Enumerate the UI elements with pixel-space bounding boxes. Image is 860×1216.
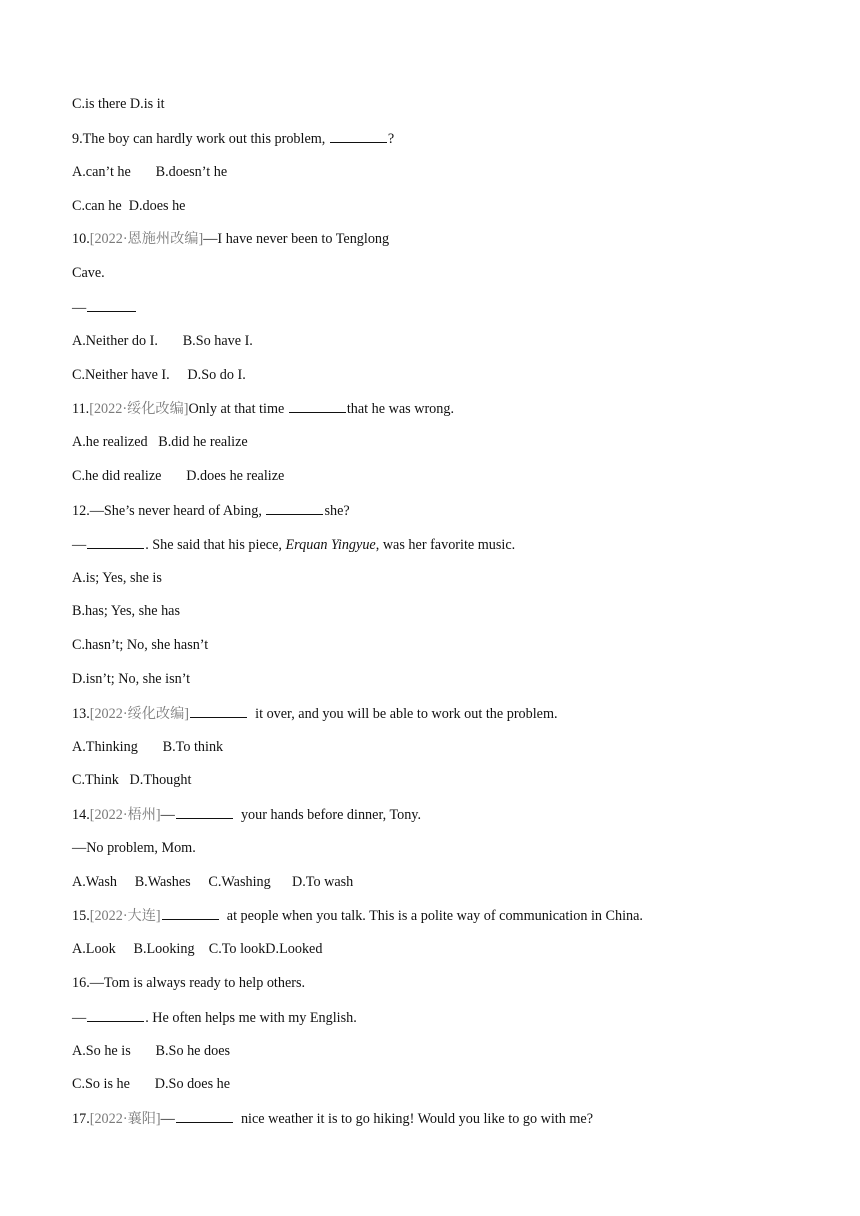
option-line [72,569,162,587]
answer-blank [289,399,346,413]
dialogue-dash: — [72,300,87,316]
question-12 [72,501,350,520]
answer-blank [87,535,144,549]
answer-blank [162,906,219,920]
option-line [72,670,190,688]
question-source: [2022·梧州] [89,807,161,823]
question-source: [2022·襄阳] [89,1111,161,1127]
option-line [72,467,284,485]
option-line [72,873,353,891]
dialogue-dash: — [160,1111,175,1127]
options-text: C.he did realize D.does he realize [72,468,285,484]
question-source: [2022·恩施州改编] [89,231,204,247]
option-line [72,163,227,181]
question-text: it over, and you will be able to work out the problem. [248,706,558,722]
question-text: —I have never been to Tenglong [203,231,390,247]
question-text: Cave. [72,265,105,281]
option-line [72,366,246,384]
answer-blank [176,1109,233,1123]
question-10 [72,230,389,248]
question-16 [72,974,305,992]
options-text: A.he realized B.did he realize [72,434,248,450]
answer-blank [176,805,233,819]
question-15 [72,906,643,925]
answer-line [72,1008,357,1027]
question-text: your hands before dinner, Tony. [233,807,422,823]
question-source: [2022·大连] [89,908,161,924]
options-text: D.isn’t; No, she isn’t [72,671,191,687]
dialogue-text: . She said that his piece, [145,537,286,553]
question-number: 14. [72,807,90,823]
option-line [72,197,185,215]
option-line [72,332,253,350]
dialogue-text-end: , was her favorite music. [375,537,516,553]
options-text: A.Look B.Looking C.To lookD.Looked [72,941,323,957]
dialogue-dash: — [72,1010,87,1026]
answer-line [72,535,515,554]
option-line [72,95,165,113]
option-line [72,1075,230,1093]
question-source: [2022·绥化改编] [89,706,190,722]
question-text: nice weather it is to go hiking! Would you like to go with me? [233,1111,593,1127]
answer-blank [87,298,136,312]
question-number: 13. [72,706,90,722]
option-line [72,433,248,451]
question-14 [72,805,421,824]
question-number: 11. [72,401,90,417]
option-line [72,602,180,620]
answer-line [72,298,137,317]
question-number: 15. [72,908,90,924]
options-text: A.So he is B.So he does [72,1043,231,1059]
options-text: A.can’t he B.doesn’t he [72,164,228,180]
question-text: 9.The boy can hardly work out this problem, [72,131,329,147]
question-text: 16.—Tom is always ready to help others. [72,975,306,991]
dialogue-text: . He often helps me with my English. [145,1010,357,1026]
options-text: C.can he D.does he [72,198,186,214]
question-11 [72,399,454,418]
answer-blank [330,129,387,143]
option-line [72,636,208,654]
option-line [72,771,191,789]
question-text-end: that he was wrong. [346,401,454,417]
question-9 [72,129,394,148]
question-17 [72,1109,593,1128]
dialogue-dash: — [72,537,87,553]
question-text: 12.—She’s never heard of Abing, [72,503,266,519]
music-title: Erquan Yingyue [285,537,376,553]
options-text: C.Think D.Thought [72,772,192,788]
options-text: A.Thinking B.To think [72,739,224,755]
question-text: Only at that time [188,401,288,417]
answer-blank [87,1008,144,1022]
question-number: 17. [72,1111,90,1127]
answer-blank [266,501,323,515]
question-text-end: ? [387,131,395,147]
option-line [72,738,223,756]
options-text: B.has; Yes, she has [72,603,180,619]
options-text: C.Neither have I. D.So do I. [72,367,246,383]
dialogue-line [72,839,196,857]
options-text: A.is; Yes, she is [72,570,162,586]
options-text: A.Wash B.Washes C.Washing D.To wash [72,874,354,890]
question-text: at people when you talk. This is a polite way of communication in China. [219,908,643,924]
question-source: [2022·绥化改编] [89,401,189,417]
option-line [72,940,322,958]
options-text: A.Neither do I. B.So have I. [72,333,253,349]
dialogue-dash: — [160,807,175,823]
question-text-end: she? [324,503,350,519]
question-13 [72,704,558,723]
answer-blank [190,704,247,718]
options-text: C.hasn’t; No, she hasn’t [72,637,209,653]
options-text: C.So is he D.So does he [72,1076,231,1092]
options-text: C.is there D.is it [72,96,165,112]
question-number: 10. [72,231,90,247]
dialogue-text: —No problem, Mom. [72,840,196,856]
option-line [72,1042,230,1060]
question-continuation [72,264,105,282]
